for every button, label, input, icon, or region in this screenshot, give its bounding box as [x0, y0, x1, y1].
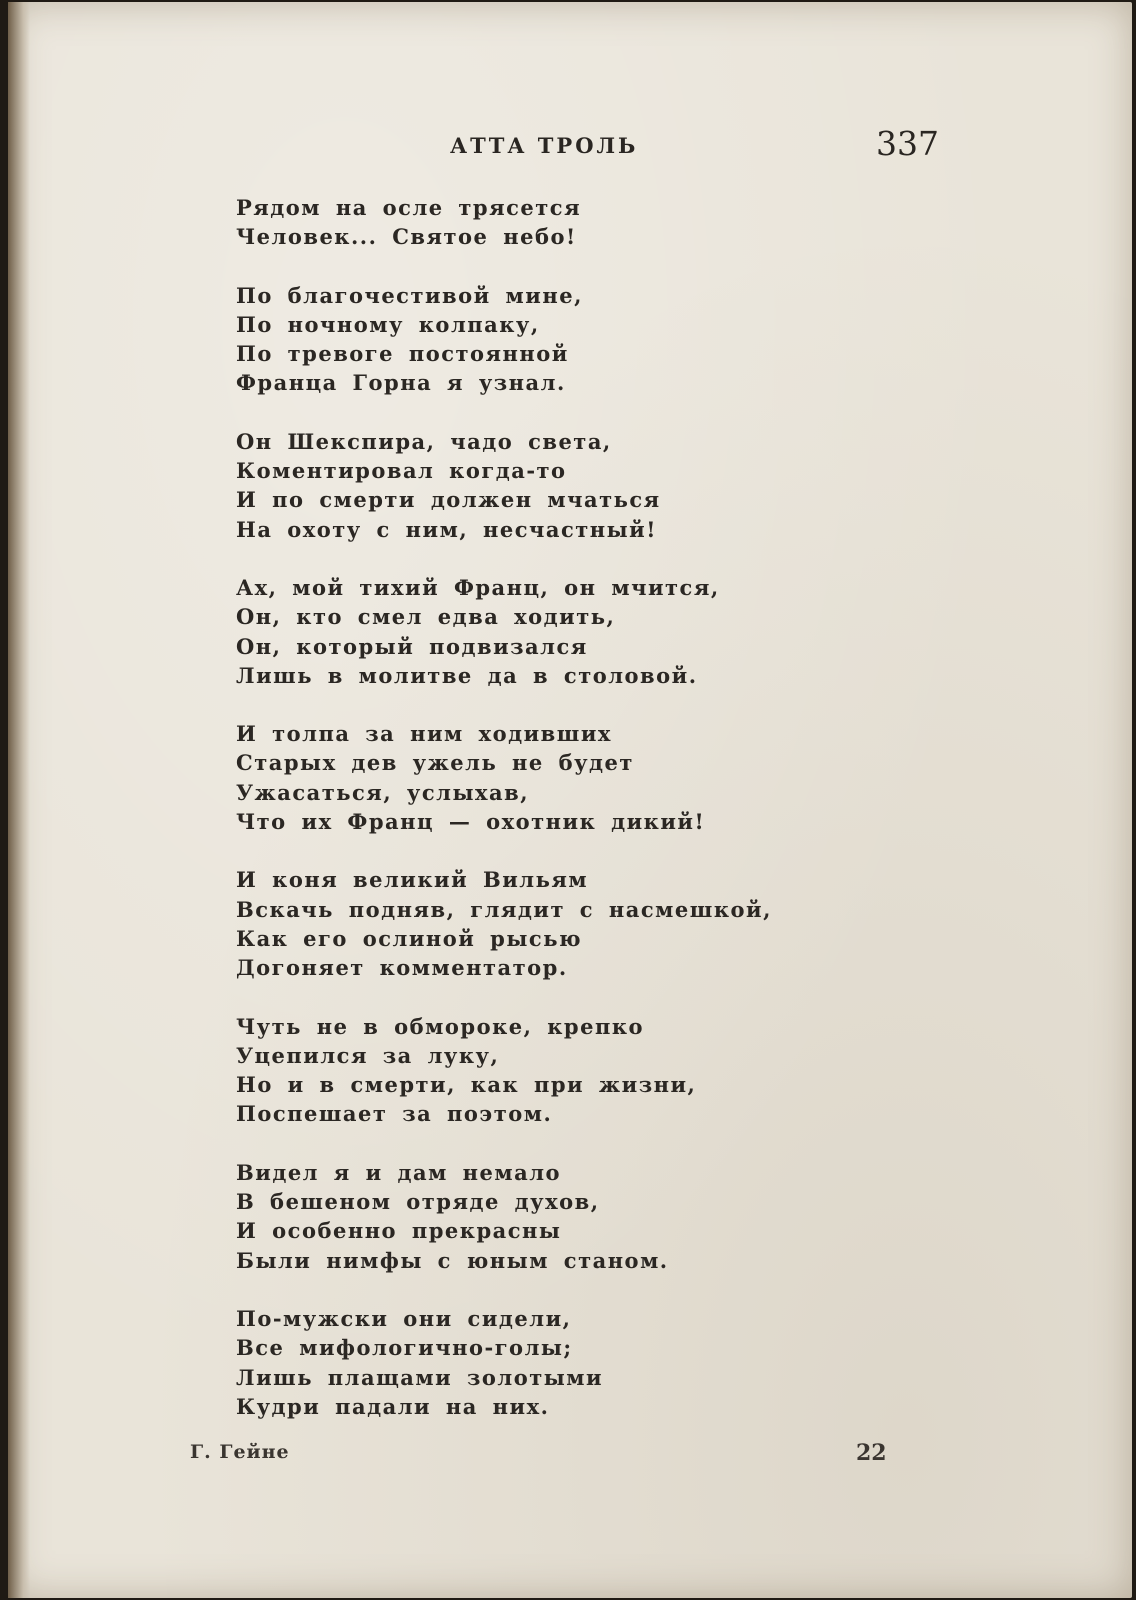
stanza [236, 281, 796, 398]
verse-line: И толпа за ним ходивших [236, 721, 612, 747]
verse-line: И коня великий Вильям [236, 867, 589, 893]
verse-line: Но и в смерти, как при жизни, [236, 1072, 697, 1098]
verse-line: Франца Горна я узнал. [236, 370, 566, 396]
verse-line: Все мифологично-голы; [236, 1335, 573, 1361]
verse-line: Лишь в молитве да в столовой. [236, 662, 698, 688]
stanza [236, 1304, 796, 1421]
verse-line: Поспешает за поэтом. [236, 1101, 553, 1127]
verse-line: Человек... Святое небо! [236, 224, 577, 250]
verse-line: Видел я и дам немало [236, 1159, 562, 1185]
verse-line: Были нимфы с юным станом. [236, 1247, 669, 1273]
running-title: АТТА ТРОЛЬ [450, 133, 639, 158]
stanza [236, 1158, 796, 1275]
verse-line: По ночному колпаку, [236, 311, 540, 337]
verse-line: Ужасаться, услыхав, [236, 779, 530, 805]
signature-mark: 22 [856, 1440, 887, 1466]
verse-line: Уцепился за луку, [236, 1042, 500, 1068]
verse-line: По-мужски они сидели, [236, 1305, 572, 1331]
verse-line: Вскачь подняв, глядит с насмешкой, [236, 896, 772, 922]
verse-line: Догоняет комментатор. [236, 955, 568, 981]
verse-line: Что их Франц — охотник дикий! [236, 809, 706, 835]
poem-body [236, 193, 796, 1450]
verse-line: В бешеном отряде духов, [236, 1189, 600, 1215]
verse-line: И по смерти должен мчаться [236, 487, 661, 513]
footer-author: Г. Гейне [190, 1441, 290, 1463]
page-gutter [8, 2, 30, 1598]
verse-line: Чуть не в обмороке, крепко [236, 1013, 644, 1039]
verse-line: Старых дев ужель не будет [236, 750, 634, 776]
verse-line: Он Шекспира, чадо света, [236, 428, 612, 454]
verse-line: По тревоге постоянной [236, 341, 569, 367]
stanza [236, 427, 796, 544]
verse-line: Коментировал когда-то [236, 458, 567, 484]
verse-line: И особенно прекрасны [236, 1218, 562, 1244]
verse-line: Как его ослиной рысью [236, 925, 582, 951]
verse-line: На охоту с ним, несчастный! [236, 516, 657, 542]
verse-line: По благочестивой мине, [236, 282, 583, 308]
verse-line: Он, кто смел едва ходить, [236, 604, 616, 630]
verse-line: Он, который подвизался [236, 633, 588, 659]
stanza [236, 1012, 796, 1129]
stanza [236, 865, 796, 982]
verse-line: Рядом на осле трясется [236, 195, 582, 220]
stanza [236, 573, 796, 690]
stanza [236, 719, 796, 836]
verse-line: Ах, мой тихий Франц, он мчится, [236, 574, 720, 600]
verse-line: Кудри падали на них. [236, 1393, 550, 1419]
page-number: 337 [876, 124, 939, 163]
verse-line: Лишь плащами золотыми [236, 1364, 604, 1390]
stanza [236, 193, 796, 252]
